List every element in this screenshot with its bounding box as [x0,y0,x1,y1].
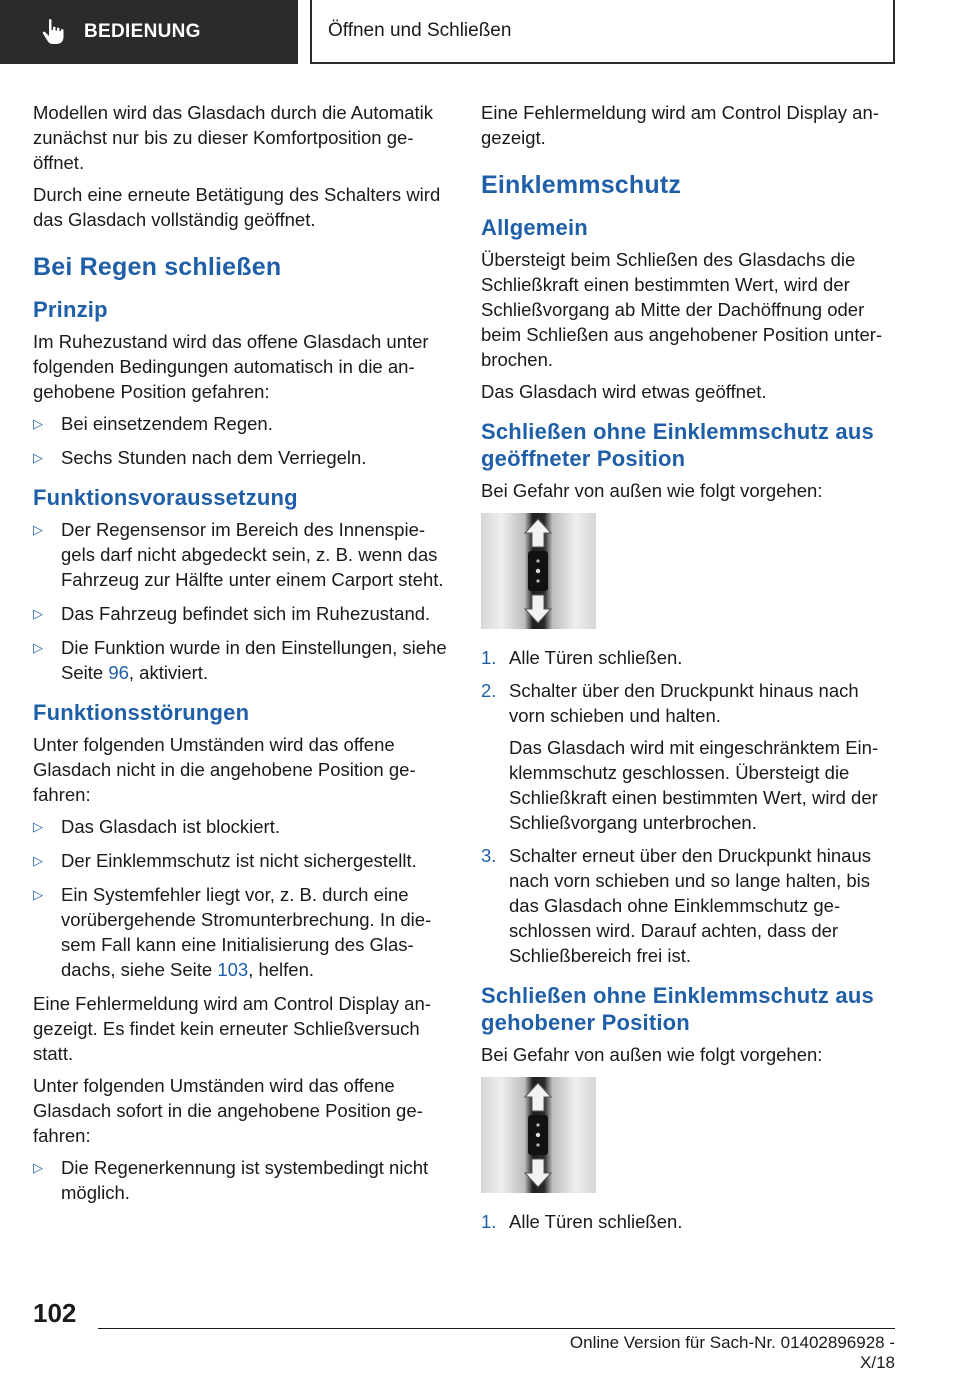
heading-einklemmschutz: Einklemmschutz [481,171,682,199]
heading-geoeffnet: Schließen ohne Einklemmschutz aus geöffneter Position [481,419,874,471]
paragraph: Bei Gefahr von außen wie folgt vorgehen: [481,480,823,501]
list-item-text: , helfen. [248,959,315,980]
paragraph: Im Ruhezustand wird das offene Glasdach unter folgenden Bedingungen automatisch in die angehobene Position gefahren: [33,331,429,402]
gehoben-steps [481,1209,899,1234]
left-column [33,100,451,1214]
heading-regen: Bei Regen schließen [33,253,282,281]
paragraph: Das Glasdach wird etwas geöffnet. [481,381,767,402]
step-item [481,645,899,670]
voraussetzung-list [33,517,451,685]
paragraph: Unter folgenden Umständen wird das offene Glasdach sofort in die angehobene Position gefahren: [33,1075,423,1146]
paragraph: Eine Fehlermeldung wird am Control Display angezeigt. [481,102,879,148]
heading-allgemein: Allgemein [481,215,588,240]
list-item [33,635,451,685]
header-title-box [310,0,895,64]
heading-gehoben: Schließen ohne Einklemmschutz aus gehobener Position [481,983,874,1035]
paragraph: Durch eine erneute Betätigung des Schalters wird das Glasdach vollständig geöffnet. [33,184,441,230]
footer-text: Online Version für Sach-Nr. 01402896928 - X/18 [569,1333,895,1372]
list-item-text: Die Funktion wurde in den Einstellungen, siehe Seite [61,637,447,683]
step-subtext: Das Glasdach wird mit eingeschränktem Einklemmschutz geschlossen. Übersteigt die Schließkraft einen bestimmten Wert, wird der Schließvorgang unterbrochen. [509,737,879,833]
stoerungen-list [33,814,451,982]
step-text: Alle Türen schließen. [509,647,683,668]
list-item-text: , aktiviert. [128,662,209,683]
page-title: Öffnen und Schließen [328,20,512,41]
list-item: ▷ Sechs Stunden nach dem Verriegeln. [33,445,451,470]
paragraph: Unter folgenden Umständen wird das offene Glasdach nicht in die angehobene Position gefahren: [33,734,416,805]
step-item [481,843,899,968]
header-section-tab [0,0,298,64]
step-item [481,1209,899,1234]
step-item [481,678,899,835]
paragraph: Übersteigt beim Schließen des Glasdachs die Schließkraft einen bestimmten Wert, wird der Schließvorgang ab Mitte der Dachöffnung oder beim Schließen aus angehobener Position unterbrochen. [481,249,883,370]
roof-switch-image [481,1077,596,1193]
list-item: ▷ Der Einklemmschutz ist nicht sichergestellt. [33,848,451,873]
list-item: ▷ Bei einsetzendem Regen. [33,411,451,436]
heading-prinzip: Prinzip [33,297,108,322]
step-number: 3. [481,845,497,866]
step-number: 1. [481,647,497,668]
paragraph: Modellen wird das Glasdach durch die Automatik zunächst nur bis zu dieser Komfortposition geöffnet. [33,102,434,173]
list-item [33,882,451,982]
step-number: 1. [481,1211,497,1232]
list-item-text: Ein Systemfehler liegt vor, z. B. durch eine vorübergehende Stromunterbrechung. In diesem Fall kann eine Initialisierung des Glasdachs, siehe Seite [61,884,432,980]
step-text: Schalter erneut über den Druckpunkt hinaus nach vorn schieben und so lange halten, bis das Glasdach ohne Einklemmschutz geschlossen wird. Darauf achten, dass der Schließbereich frei ist. [509,845,871,966]
heading-voraussetzung: Funktionsvoraussetzung [33,485,298,510]
paragraph: Eine Fehlermeldung wird am Control Display angezeigt. Es findet kein erneuter Schließversuch statt. [33,993,431,1064]
section-label: BEDIENUNG [84,21,201,42]
right-column [481,100,899,1242]
regen-list [33,1155,451,1205]
step-text: Alle Türen schließen. [509,1211,683,1232]
step-text: Schalter über den Druckpunkt hinaus nach vorn schieben und halten. [509,680,859,726]
heading-stoerungen: Funktionsstörungen [33,700,250,725]
list-item: ▷ Das Glasdach ist blockiert. [33,814,451,839]
page-number: 102 [33,1298,77,1328]
list-item: ▷ Die Regenerkennung ist systembedingt nicht möglich. [33,1155,451,1205]
footer-divider [98,1328,895,1329]
paragraph: Bei Gefahr von außen wie folgt vorgehen: [481,1044,823,1065]
roof-switch-image [481,513,596,629]
offen-steps [481,645,899,968]
page-link-96[interactable]: 96 [108,662,129,683]
step-number: 2. [481,680,497,701]
hand-pointer-icon [38,17,68,47]
list-item: ▷ Der Regensensor im Bereich des Innenspiegels darf nicht abgedeckt sein, z. B. wenn das Fahrzeug zur Hälfte unter einem Carport steht. [33,517,451,592]
list-item: ▷ Das Fahrzeug befindet sich im Ruhezustand. [33,601,451,626]
page-link-103[interactable]: 103 [217,959,249,980]
prinzip-list [33,411,451,470]
